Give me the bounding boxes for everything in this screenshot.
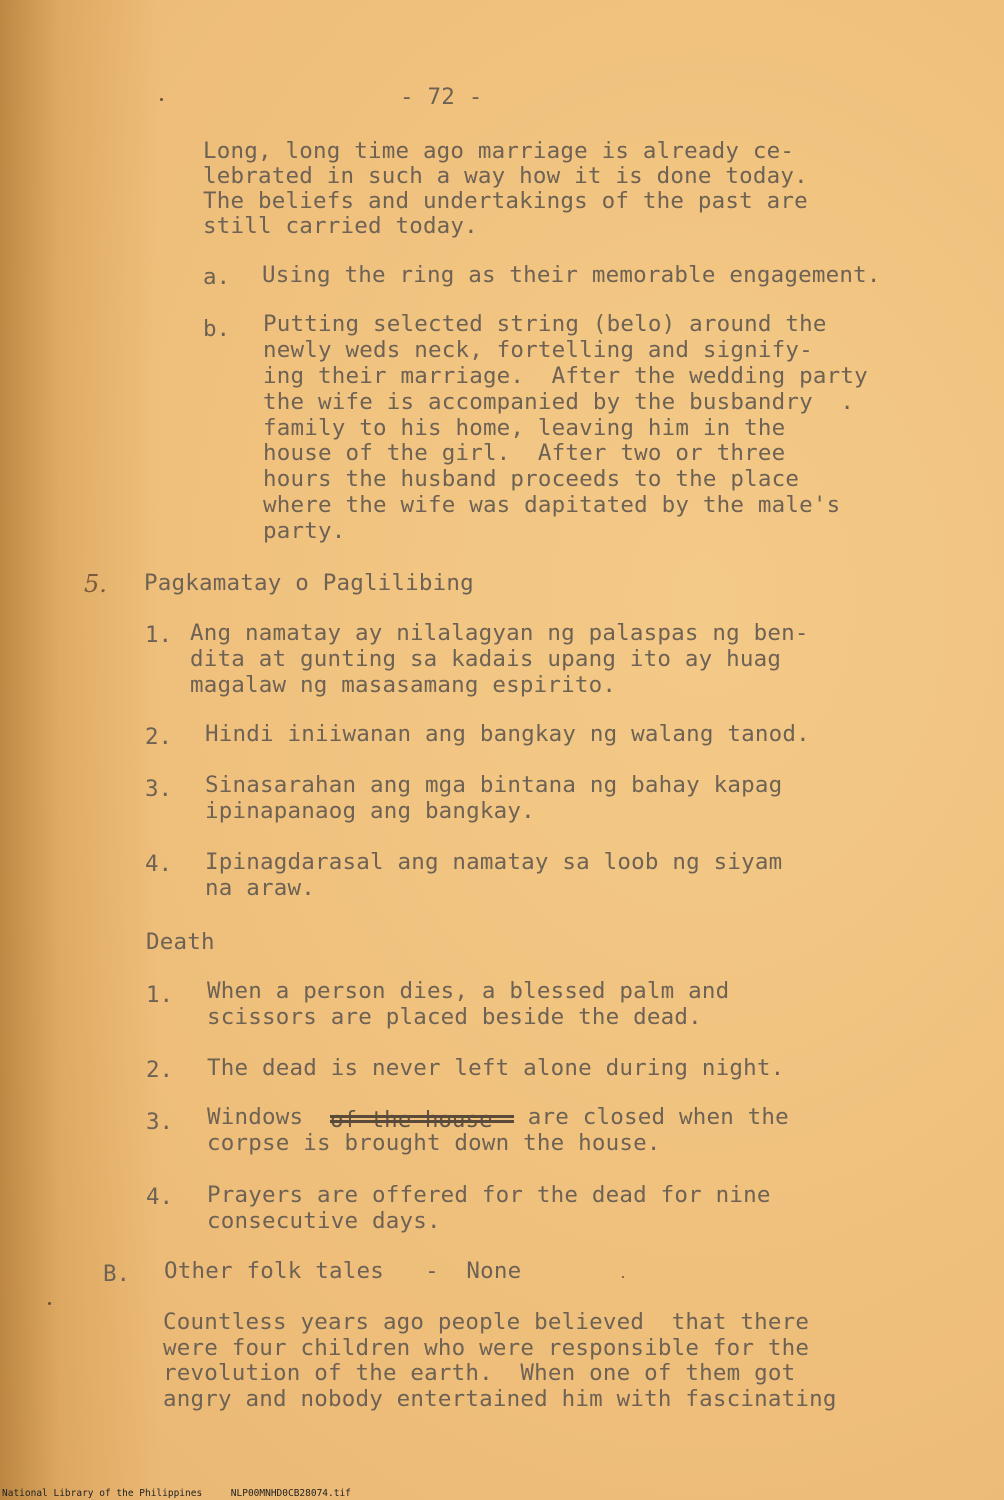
s5-item-4-line-1: Ipinagdarasal ang namatay sa loob ng siyam bbox=[205, 849, 783, 875]
death-item-3-before: Windows bbox=[207, 1104, 317, 1130]
death-item-3-num: 3. bbox=[146, 1109, 174, 1135]
page-number: - 72 - bbox=[400, 84, 483, 110]
item-b-line-5: family to his home, leaving him in the bbox=[263, 415, 786, 441]
section-b-heading: Other folk tales - None bbox=[164, 1258, 522, 1284]
death-item-1-line-2: scissors are placed beside the dead. bbox=[207, 1004, 702, 1030]
s5-item-3-line-2: ipinapanaog ang bangkay. bbox=[205, 798, 535, 824]
s5-item-1-line-3: magalaw ng masasamang espirito. bbox=[190, 672, 617, 698]
death-item-3-line-2: corpse is brought down the house. bbox=[207, 1130, 661, 1156]
paper-speck bbox=[160, 98, 163, 101]
item-b-line-6: house of the girl. After two or three bbox=[263, 440, 786, 466]
s5-item-2-line-1: Hindi iniiwanan ang bangkay ng walang tanod. bbox=[205, 721, 810, 747]
s5-item-3-line-1: Sinasarahan ang mga bintana ng bahay kapag bbox=[205, 772, 783, 798]
intro-line-1: Long, long time ago marriage is already ce- bbox=[203, 138, 795, 164]
paper-speck bbox=[48, 1302, 51, 1305]
item-b-marker: b. bbox=[203, 316, 231, 342]
scan-footer bbox=[2, 1488, 351, 1499]
item-b-line-3: ing their marriage. After the wedding party bbox=[263, 363, 868, 389]
closing-line-3: revolution of the earth. When one of them got bbox=[163, 1360, 796, 1386]
death-item-2-line-1: The dead is never left alone during night. bbox=[207, 1055, 785, 1081]
section-5-marker: 5. bbox=[84, 570, 107, 598]
item-b-line-4: the wife is accompanied by the busbandry . bbox=[263, 389, 855, 415]
section-b-marker: B. bbox=[103, 1261, 131, 1287]
footer-file: NLP00MNHD0CB28074.tif bbox=[230, 1488, 351, 1499]
item-a-marker: a. bbox=[203, 264, 231, 290]
s5-item-1-num: 1. bbox=[145, 622, 173, 648]
s5-item-4-line-2: na araw. bbox=[205, 875, 315, 901]
intro-line-2: lebrated in such a way how it is done today. bbox=[203, 163, 808, 189]
paper-speck bbox=[622, 1276, 624, 1278]
s5-item-1-line-1: Ang namatay ay nilalagyan ng palaspas ng ben- bbox=[190, 620, 809, 646]
death-item-1-line-1: When a person dies, a blessed palm and bbox=[207, 978, 730, 1004]
intro-line-3: The beliefs and undertakings of the past are bbox=[203, 188, 808, 214]
item-b-line-7: hours the husband proceeds to the place bbox=[263, 466, 800, 492]
death-item-2-num: 2. bbox=[146, 1057, 174, 1083]
item-b-line-9: party. bbox=[263, 518, 346, 544]
death-item-4-line-1: Prayers are offered for the dead for nine bbox=[207, 1182, 771, 1208]
item-a-line-1: Using the ring as their memorable engagement. bbox=[262, 262, 881, 288]
s5-item-3-num: 3. bbox=[145, 776, 173, 802]
death-item-4-num: 4. bbox=[146, 1184, 174, 1210]
death-item-1-num: 1. bbox=[146, 982, 174, 1008]
death-item-3-after: are closed when the bbox=[514, 1104, 789, 1130]
closing-line-2: were four children who were responsible for the bbox=[163, 1335, 810, 1361]
closing-line-4: angry and nobody entertained him with fascinating bbox=[163, 1386, 837, 1412]
s5-item-1-line-2: dita at gunting sa kadais upang ito ay huag bbox=[190, 646, 782, 672]
closing-line-1: Countless years ago people believed that there bbox=[163, 1309, 810, 1335]
item-b-line-2: newly weds neck, fortelling and signify- bbox=[263, 337, 813, 363]
s5-item-4-num: 4. bbox=[145, 851, 173, 877]
death-heading: Death bbox=[146, 929, 215, 955]
death-item-4-line-2: consecutive days. bbox=[207, 1208, 441, 1234]
struck-out-text bbox=[330, 1107, 514, 1131]
item-b-line-8: where the wife was dapitated by the male's bbox=[263, 492, 841, 518]
item-b-line-1: Putting selected string (belo) around the bbox=[263, 311, 827, 337]
intro-line-4: still carried today. bbox=[203, 213, 478, 239]
s5-item-2-num: 2. bbox=[145, 724, 173, 750]
section-5-heading: Pagkamatay o Paglilibing bbox=[144, 570, 474, 596]
footer-library: National Library of the Philippines bbox=[2, 1488, 203, 1499]
